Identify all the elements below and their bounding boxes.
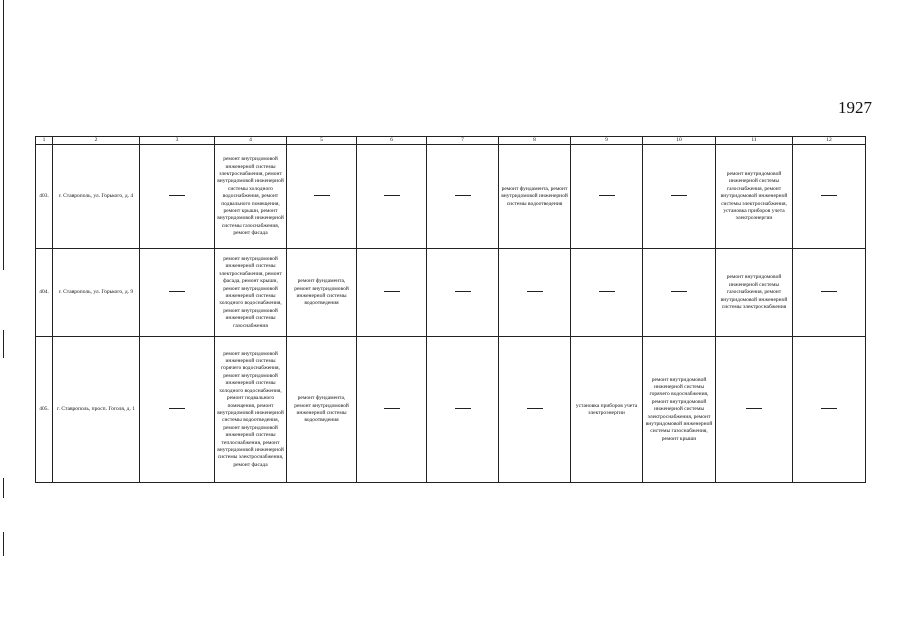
empty-cell — [427, 249, 499, 337]
margin-mark — [3, 0, 4, 270]
empty-cell — [140, 249, 215, 337]
empty-cell — [793, 337, 866, 483]
address-cell: г. Ставрополь, ул. Горького, д. 9 — [53, 249, 140, 337]
column-header: 6 — [357, 137, 427, 145]
margin-mark — [3, 478, 4, 498]
table-row — [36, 337, 866, 483]
empty-cell — [571, 249, 643, 337]
dash-mark — [384, 291, 400, 292]
dash-mark — [169, 408, 185, 409]
empty-cell — [499, 249, 571, 337]
column-header: 5 — [287, 137, 357, 145]
work-cell: установка приборов учета электроэнергии — [571, 337, 643, 483]
repair-program-table — [35, 136, 866, 483]
column-header: 4 — [215, 137, 287, 145]
empty-cell — [140, 337, 215, 483]
dash-mark — [527, 408, 543, 409]
empty-cell — [793, 249, 866, 337]
dash-mark — [455, 195, 471, 196]
work-cell: ремонт внутридомовой инженерной системы газоснабжения, ремонт внутридомовой инженерной системы электроснабжения, установка приборов учета электроэнергии — [716, 145, 793, 249]
column-header: 7 — [427, 137, 499, 145]
empty-cell — [287, 145, 357, 249]
work-cell: ремонт фундамента, ремонт внутридомовой инженерной системы водоотведения — [287, 337, 357, 483]
work-cell: ремонт внутридомовой инженерной системы горячего водоснабжения, ремонт внутридомовой инженерной системы холодного водоснабжения, ремонт подвального помещения, ремонт внутридомовой инженерной системы водоотведения, ремонт внутридомовой инженерной системы теплоснабжения, ремонт внутридомовой инженерной системы электроснабжения, ремонт фасада — [215, 337, 287, 483]
address-cell: г. Ставрополь, ул. Горького, д. 4 — [53, 145, 140, 249]
work-cell: ремонт внутридомовой инженерной системы газоснабжения, ремонт внутридомовой инженерной системы электроснабжения — [716, 249, 793, 337]
empty-cell — [643, 249, 716, 337]
page-number: 1927 — [838, 98, 872, 117]
dash-mark — [599, 291, 615, 292]
dash-mark — [821, 291, 837, 292]
dash-mark — [821, 195, 837, 196]
dash-mark — [746, 408, 762, 409]
empty-cell — [499, 337, 571, 483]
dash-mark — [455, 291, 471, 292]
table-row — [36, 145, 866, 249]
dash-mark — [599, 195, 615, 196]
empty-cell — [793, 145, 866, 249]
dash-mark — [314, 195, 330, 196]
column-header: 1 — [36, 137, 53, 145]
empty-cell — [716, 337, 793, 483]
column-header: 10 — [643, 137, 716, 145]
margin-mark — [3, 532, 4, 556]
dash-mark — [671, 291, 687, 292]
empty-cell — [427, 145, 499, 249]
column-header: 2 — [53, 137, 140, 145]
work-cell: ремонт внутридомовой инженерной системы электроснабжения, ремонт фасада, ремонт крыши, ремонт внутридомовой инженерной системы холодного водоснабжения, ремонт внутридомовой инженерной системы газоснабжения — [215, 249, 287, 337]
column-header: 8 — [499, 137, 571, 145]
dash-mark — [527, 291, 543, 292]
margin-mark — [3, 330, 4, 358]
dash-mark — [169, 291, 185, 292]
column-header: 9 — [571, 137, 643, 145]
table-row — [36, 249, 866, 337]
empty-cell — [357, 249, 427, 337]
empty-cell — [357, 145, 427, 249]
column-header: 12 — [793, 137, 866, 145]
dash-mark — [455, 408, 471, 409]
dash-mark — [671, 195, 687, 196]
column-header: 3 — [140, 137, 215, 145]
dash-mark — [169, 195, 185, 196]
row-number: 403. — [36, 145, 53, 249]
address-cell: г. Ставрополь, просп. Гоголя, д. 1 — [53, 337, 140, 483]
work-cell: ремонт внутридомовой инженерной системы электроснабжения, ремонт внутридомовой инженерной системы холодного водоснабжения, ремонт подвального помещения, ремонт крыши, ремонт внутридомовой инженерной системы газоснабжения, ремонт фасада — [215, 145, 287, 249]
row-number: 404. — [36, 249, 53, 337]
empty-cell — [427, 337, 499, 483]
empty-cell — [643, 145, 716, 249]
empty-cell — [140, 145, 215, 249]
empty-cell — [571, 145, 643, 249]
dash-mark — [384, 408, 400, 409]
work-cell: ремонт фундамента, ремонт внутридомовой инженерной системы водоотведения — [499, 145, 571, 249]
header-row — [36, 137, 866, 145]
column-header: 11 — [716, 137, 793, 145]
work-cell: ремонт внутридомовой инженерной системы горячего водоснабжения, ремонт внутридомовой инженерной системы электроснабжения, ремонт внутридомовой инженерной системы газоснабжения, ремонт крыши — [643, 337, 716, 483]
empty-cell — [357, 337, 427, 483]
row-number: 405. — [36, 337, 53, 483]
work-cell: ремонт фундамента, ремонт внутридомовой инженерной системы водоотведения — [287, 249, 357, 337]
dash-mark — [384, 195, 400, 196]
dash-mark — [821, 408, 837, 409]
